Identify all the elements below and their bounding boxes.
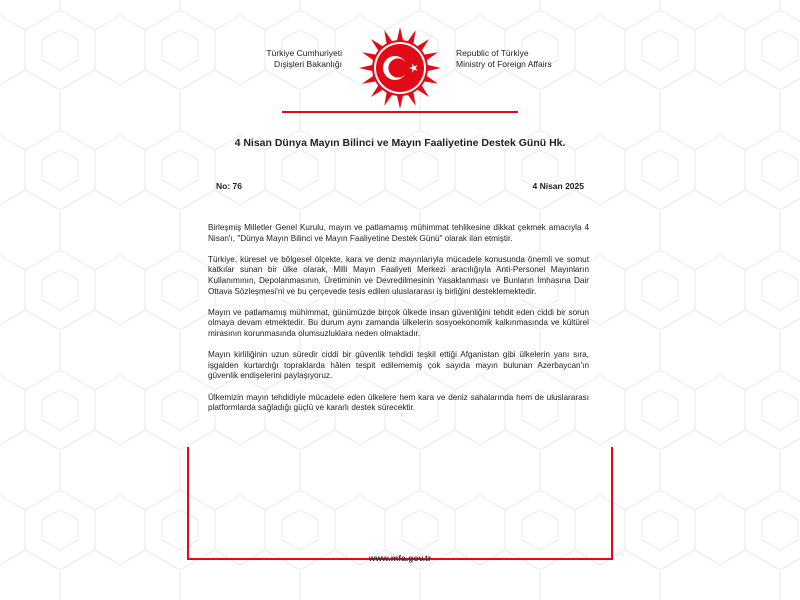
top-divider: [282, 111, 518, 113]
emblem-ray: [427, 65, 441, 71]
emblem-ray: [407, 92, 415, 106]
emblem-ray: [397, 27, 403, 41]
right-frame-line: [611, 447, 613, 560]
ministry-name-en: [456, 48, 552, 70]
ministry-name-tr: [266, 48, 342, 70]
emblem-ray: [407, 30, 415, 44]
document-date: 4 Nisan 2025: [532, 181, 584, 191]
header-left-line2: Dışişleri Bakanlığı: [273, 59, 342, 69]
paragraph: Mayın ve patlamamış mühimmat, günümüzde birçok ülkede insan güvenliğini tehdit eden ciddi bir sorun olmaya devam etmektedir. Bu durum aynı zamanda ülkelerin sosyoekonomik kalkınmasında ve kültürel mirasının korunmasında olumsuzluklara neden olmaktadır.: [208, 307, 589, 338]
document-number: No: 76: [216, 181, 242, 191]
document-title: 4 Nisan Dünya Mayın Bilinci ve Mayın Faaliyetine Destek Günü Hk.: [234, 137, 566, 149]
emblem-ray: [362, 52, 376, 60]
header-right-line2: Ministry of Foreign Affairs: [456, 59, 552, 69]
emblem-ray: [424, 52, 438, 60]
ministry-emblem-icon: [357, 25, 443, 111]
emblem-ray: [362, 75, 376, 83]
emblem-ray: [397, 95, 403, 109]
header-right-line1: Republic of Türkiye: [456, 48, 529, 58]
paragraph: Mayın kirliliğinin uzun süredir ciddi bir güvenlik tehdidi teşkil ettiği Afganistan gibi ülkelerin yanı sıra, işgalden kurtardığı topraklarda hâlen tespit edilememiş çok sayıda mayın bulunan Azerbaycan'ın güvenlik endişelerini paylaşıyoruz.: [208, 350, 589, 381]
left-frame-line: [187, 447, 189, 560]
document-body: [208, 223, 589, 424]
emblem-ray: [424, 75, 438, 83]
header-left-line1: Türkiye Cumhuriyeti: [266, 48, 342, 58]
emblem-ray: [384, 92, 392, 106]
paragraph: Türkiye, küresel ve bölgesel ölçekte, kara ve deniz mayınlarıyla mücadele konusunda önemli ve somut katkılar sunan bir ülke olarak, Milli Mayın Faaliyeti Merkezi aracılığıyla Anti-Personel Mayınların Kullanımının, Depolanmasının, Üretiminin ve Devredilmesinin Yasaklanması ve Bunların İmhasına Dair Ottava Sözleşmesi'ni ve bu çerçevede tesis edilen uluslararası iş birliğini desteklemektedir.: [208, 254, 589, 296]
paragraph: Birleşmiş Milletler Genel Kurulu, mayın ve patlamamış mühimmat tehlikesine dikkat çekmek amacıyla 4 Nisan'ı, "Dünya Mayın Bilinci ve Mayın Faaliyetine Destek Günü" olarak ilan etmiştir.: [208, 223, 589, 243]
emblem-ray: [359, 65, 373, 71]
footer-url: www.mfa.gov.tr: [368, 553, 432, 563]
emblem-ray: [384, 30, 392, 44]
paragraph: Ülkemizin mayın tehdidiyle mücadele eden ülkelere hem kara ve deniz sahalarında hem de uluslararası platformlarda sağladığı güçlü ve kararlı destek sürecektir.: [208, 392, 589, 413]
